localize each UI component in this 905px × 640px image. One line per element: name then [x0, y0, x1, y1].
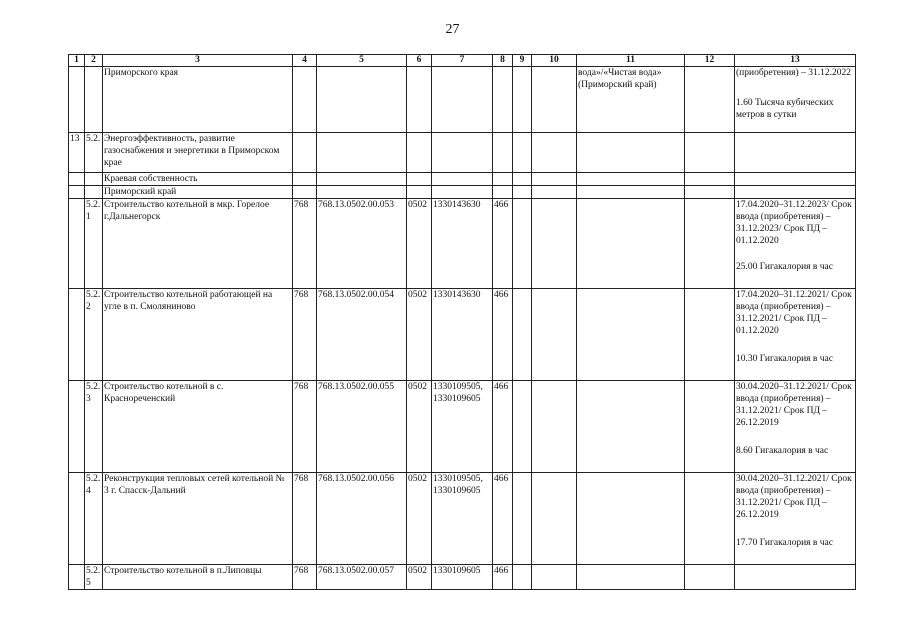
cell-col8 — [493, 67, 513, 133]
cell-col10 — [532, 473, 577, 565]
cell-col8 — [493, 173, 513, 186]
cell-col4 — [293, 133, 317, 173]
page-number: 27 — [445, 22, 460, 37]
cell-col12 — [685, 289, 735, 381]
cell-name: Реконструкция тепловых сетей котельной № 3 г. Спасск-Дальний — [103, 473, 293, 565]
cell-col4: 768 — [293, 565, 317, 590]
cell-col9 — [513, 565, 532, 590]
cell-col11 — [577, 289, 685, 381]
cell-col8: 466 — [493, 473, 513, 565]
cell-name: Строительство котельной в мкр. Горелое г.Дальнегорск — [103, 199, 293, 289]
cell-col9 — [513, 199, 532, 289]
cell-col11: вода»/«Чистая вода» (Приморский край) — [577, 67, 685, 133]
cell-col10 — [532, 289, 577, 381]
table-row — [69, 67, 856, 133]
cell-col7 — [432, 133, 493, 173]
cell-code: 5.2.3 — [85, 381, 103, 473]
cell-col7: 1330109605 — [432, 565, 493, 590]
cell-col7 — [432, 67, 493, 133]
cell-col13 — [735, 289, 856, 381]
cell-index — [69, 565, 85, 590]
cell-col8 — [493, 133, 513, 173]
cell-col6 — [407, 133, 432, 173]
cell-col4: 768 — [293, 199, 317, 289]
cell-code: 5.2.2 — [85, 289, 103, 381]
table-row — [69, 186, 856, 199]
table-row — [69, 289, 856, 381]
cell-col11 — [577, 173, 685, 186]
cell-col13 — [735, 133, 856, 173]
cell-period: 17.04.2020–31.12.2023/ Срок ввода (приобретения) – 31.12.2023/ Срок ПД – 01.12.2020 — [736, 200, 852, 246]
cell-col7 — [432, 186, 493, 199]
cell-col4 — [293, 173, 317, 186]
column-header: 10 — [532, 55, 577, 67]
cell-index — [69, 199, 85, 289]
cell-col5: 768.13.0502.00.054 — [317, 289, 407, 381]
cell-col7: 1330143630 — [432, 289, 493, 381]
column-header: 7 — [432, 55, 493, 67]
cell-col12 — [685, 173, 735, 186]
cell-col9 — [513, 289, 532, 381]
cell-col9 — [513, 133, 532, 173]
cell-col6 — [407, 173, 432, 186]
cell-period: (приобретения) – 31.12.2022 — [736, 68, 851, 78]
column-header: 12 — [685, 55, 735, 67]
table-header-row — [69, 55, 856, 67]
cell-col6: 0502 — [407, 565, 432, 590]
cell-col13 — [735, 186, 856, 199]
cell-col11 — [577, 199, 685, 289]
cell-col8: 466 — [493, 565, 513, 590]
cell-col9 — [513, 473, 532, 565]
cell-col12 — [685, 565, 735, 590]
cell-col6 — [407, 67, 432, 133]
cell-name: Приморского края — [103, 67, 293, 133]
cell-col5 — [317, 186, 407, 199]
cell-index: 13 — [69, 133, 85, 173]
column-header: 5 — [317, 55, 407, 67]
cell-col10 — [532, 381, 577, 473]
cell-col11 — [577, 565, 685, 590]
cell-period: 30.04.2020–31.12.2021/ Срок ввода (приобретения) – 31.12.2021/ Срок ПД – 26.12.2019 — [736, 382, 852, 428]
cell-code — [85, 67, 103, 133]
cell-col5 — [317, 173, 407, 186]
table-row — [69, 173, 856, 186]
cell-col10 — [532, 67, 577, 133]
cell-col11 — [577, 186, 685, 199]
cell-name: Строительство котельной работающей на угле в п. Смоляниново — [103, 289, 293, 381]
cell-metric: 8.60 Гигакалория в час — [736, 446, 829, 456]
cell-metric: 1.60 Тысяча кубических метров в сутки — [736, 98, 834, 120]
cell-col8: 466 — [493, 199, 513, 289]
cell-col13 — [735, 173, 856, 186]
cell-index — [69, 186, 85, 199]
cell-col7: 1330109505, 1330109605 — [432, 473, 493, 565]
cell-col8: 466 — [493, 381, 513, 473]
cell-metric: 17.70 Гигакалория в час — [736, 538, 833, 548]
cell-col13 — [735, 381, 856, 473]
cell-col6: 0502 — [407, 199, 432, 289]
cell-col12 — [685, 381, 735, 473]
column-header: 13 — [735, 55, 856, 67]
cell-col6: 0502 — [407, 289, 432, 381]
cell-name: Приморский край — [103, 186, 293, 199]
cell-col4: 768 — [293, 473, 317, 565]
cell-index — [69, 289, 85, 381]
column-header: 1 — [69, 55, 85, 67]
cell-period: 30.04.2020–31.12.2021/ Срок ввода (приобретения) – 31.12.2021/ Срок ПД – 26.12.2019 — [736, 474, 852, 520]
column-header: 8 — [493, 55, 513, 67]
cell-col6: 0502 — [407, 473, 432, 565]
cell-index — [69, 473, 85, 565]
cell-col9 — [513, 186, 532, 199]
cell-col12 — [685, 133, 735, 173]
cell-index — [69, 67, 85, 133]
column-header: 6 — [407, 55, 432, 67]
cell-col6 — [407, 186, 432, 199]
cell-col7: 1330143630 — [432, 199, 493, 289]
cell-col11 — [577, 133, 685, 173]
cell-col7: 1330109505, 1330109605 — [432, 381, 493, 473]
cell-col8: 466 — [493, 289, 513, 381]
cell-code — [85, 186, 103, 199]
cell-col11 — [577, 473, 685, 565]
cell-index — [69, 173, 85, 186]
cell-col12 — [685, 473, 735, 565]
cell-code: 5.2.5 — [85, 565, 103, 590]
cell-col10 — [532, 186, 577, 199]
cell-metric: 25.00 Гигакалория в час — [736, 262, 833, 272]
cell-name: Строительство котельной в п.Липовцы — [103, 565, 293, 590]
cell-col4: 768 — [293, 289, 317, 381]
cell-code — [85, 173, 103, 186]
cell-code: 5.2.4 — [85, 473, 103, 565]
investment-table — [68, 54, 856, 590]
cell-col13 — [735, 473, 856, 565]
cell-col10 — [532, 173, 577, 186]
cell-col5: 768.13.0502.00.057 — [317, 565, 407, 590]
cell-name: Энергоэффективность, развитие газоснабжения и энергетики в Приморском крае — [103, 133, 293, 173]
cell-col12 — [685, 186, 735, 199]
cell-col4 — [293, 186, 317, 199]
cell-col5 — [317, 67, 407, 133]
cell-code: 5.2.1 — [85, 199, 103, 289]
cell-col4 — [293, 67, 317, 133]
cell-col8 — [493, 186, 513, 199]
cell-code: 5.2. — [85, 133, 103, 173]
column-header: 9 — [513, 55, 532, 67]
cell-col6: 0502 — [407, 381, 432, 473]
cell-col10 — [532, 199, 577, 289]
column-header: 3 — [103, 55, 293, 67]
cell-col9 — [513, 67, 532, 133]
cell-name: Краевая собственность — [103, 173, 293, 186]
table-row — [69, 133, 856, 173]
cell-col13 — [735, 199, 856, 289]
column-header: 2 — [85, 55, 103, 67]
column-header: 11 — [577, 55, 685, 67]
table-row — [69, 199, 856, 289]
table-row — [69, 473, 856, 565]
table-row — [69, 565, 856, 590]
cell-col11 — [577, 381, 685, 473]
table-row — [69, 381, 856, 473]
cell-col7 — [432, 173, 493, 186]
cell-col13 — [735, 565, 856, 590]
cell-col9 — [513, 381, 532, 473]
cell-period: 17.04.2020–31.12.2021/ Срок ввода (приобретения) – 31.12.2021/ Срок ПД – 01.12.2020 — [736, 290, 852, 336]
cell-col5: 768.13.0502.00.053 — [317, 199, 407, 289]
cell-col10 — [532, 133, 577, 173]
cell-col12 — [685, 199, 735, 289]
cell-col10 — [532, 565, 577, 590]
cell-col5 — [317, 133, 407, 173]
cell-col13 — [735, 67, 856, 133]
cell-col12 — [685, 67, 735, 133]
cell-col5: 768.13.0502.00.056 — [317, 473, 407, 565]
cell-col9 — [513, 173, 532, 186]
cell-metric: 10.30 Гигакалория в час — [736, 354, 833, 364]
column-header: 4 — [293, 55, 317, 67]
cell-name: Строительство котельной в с. Краснореченский — [103, 381, 293, 473]
cell-index — [69, 381, 85, 473]
cell-col5: 768.13.0502.00.055 — [317, 381, 407, 473]
cell-col4: 768 — [293, 381, 317, 473]
